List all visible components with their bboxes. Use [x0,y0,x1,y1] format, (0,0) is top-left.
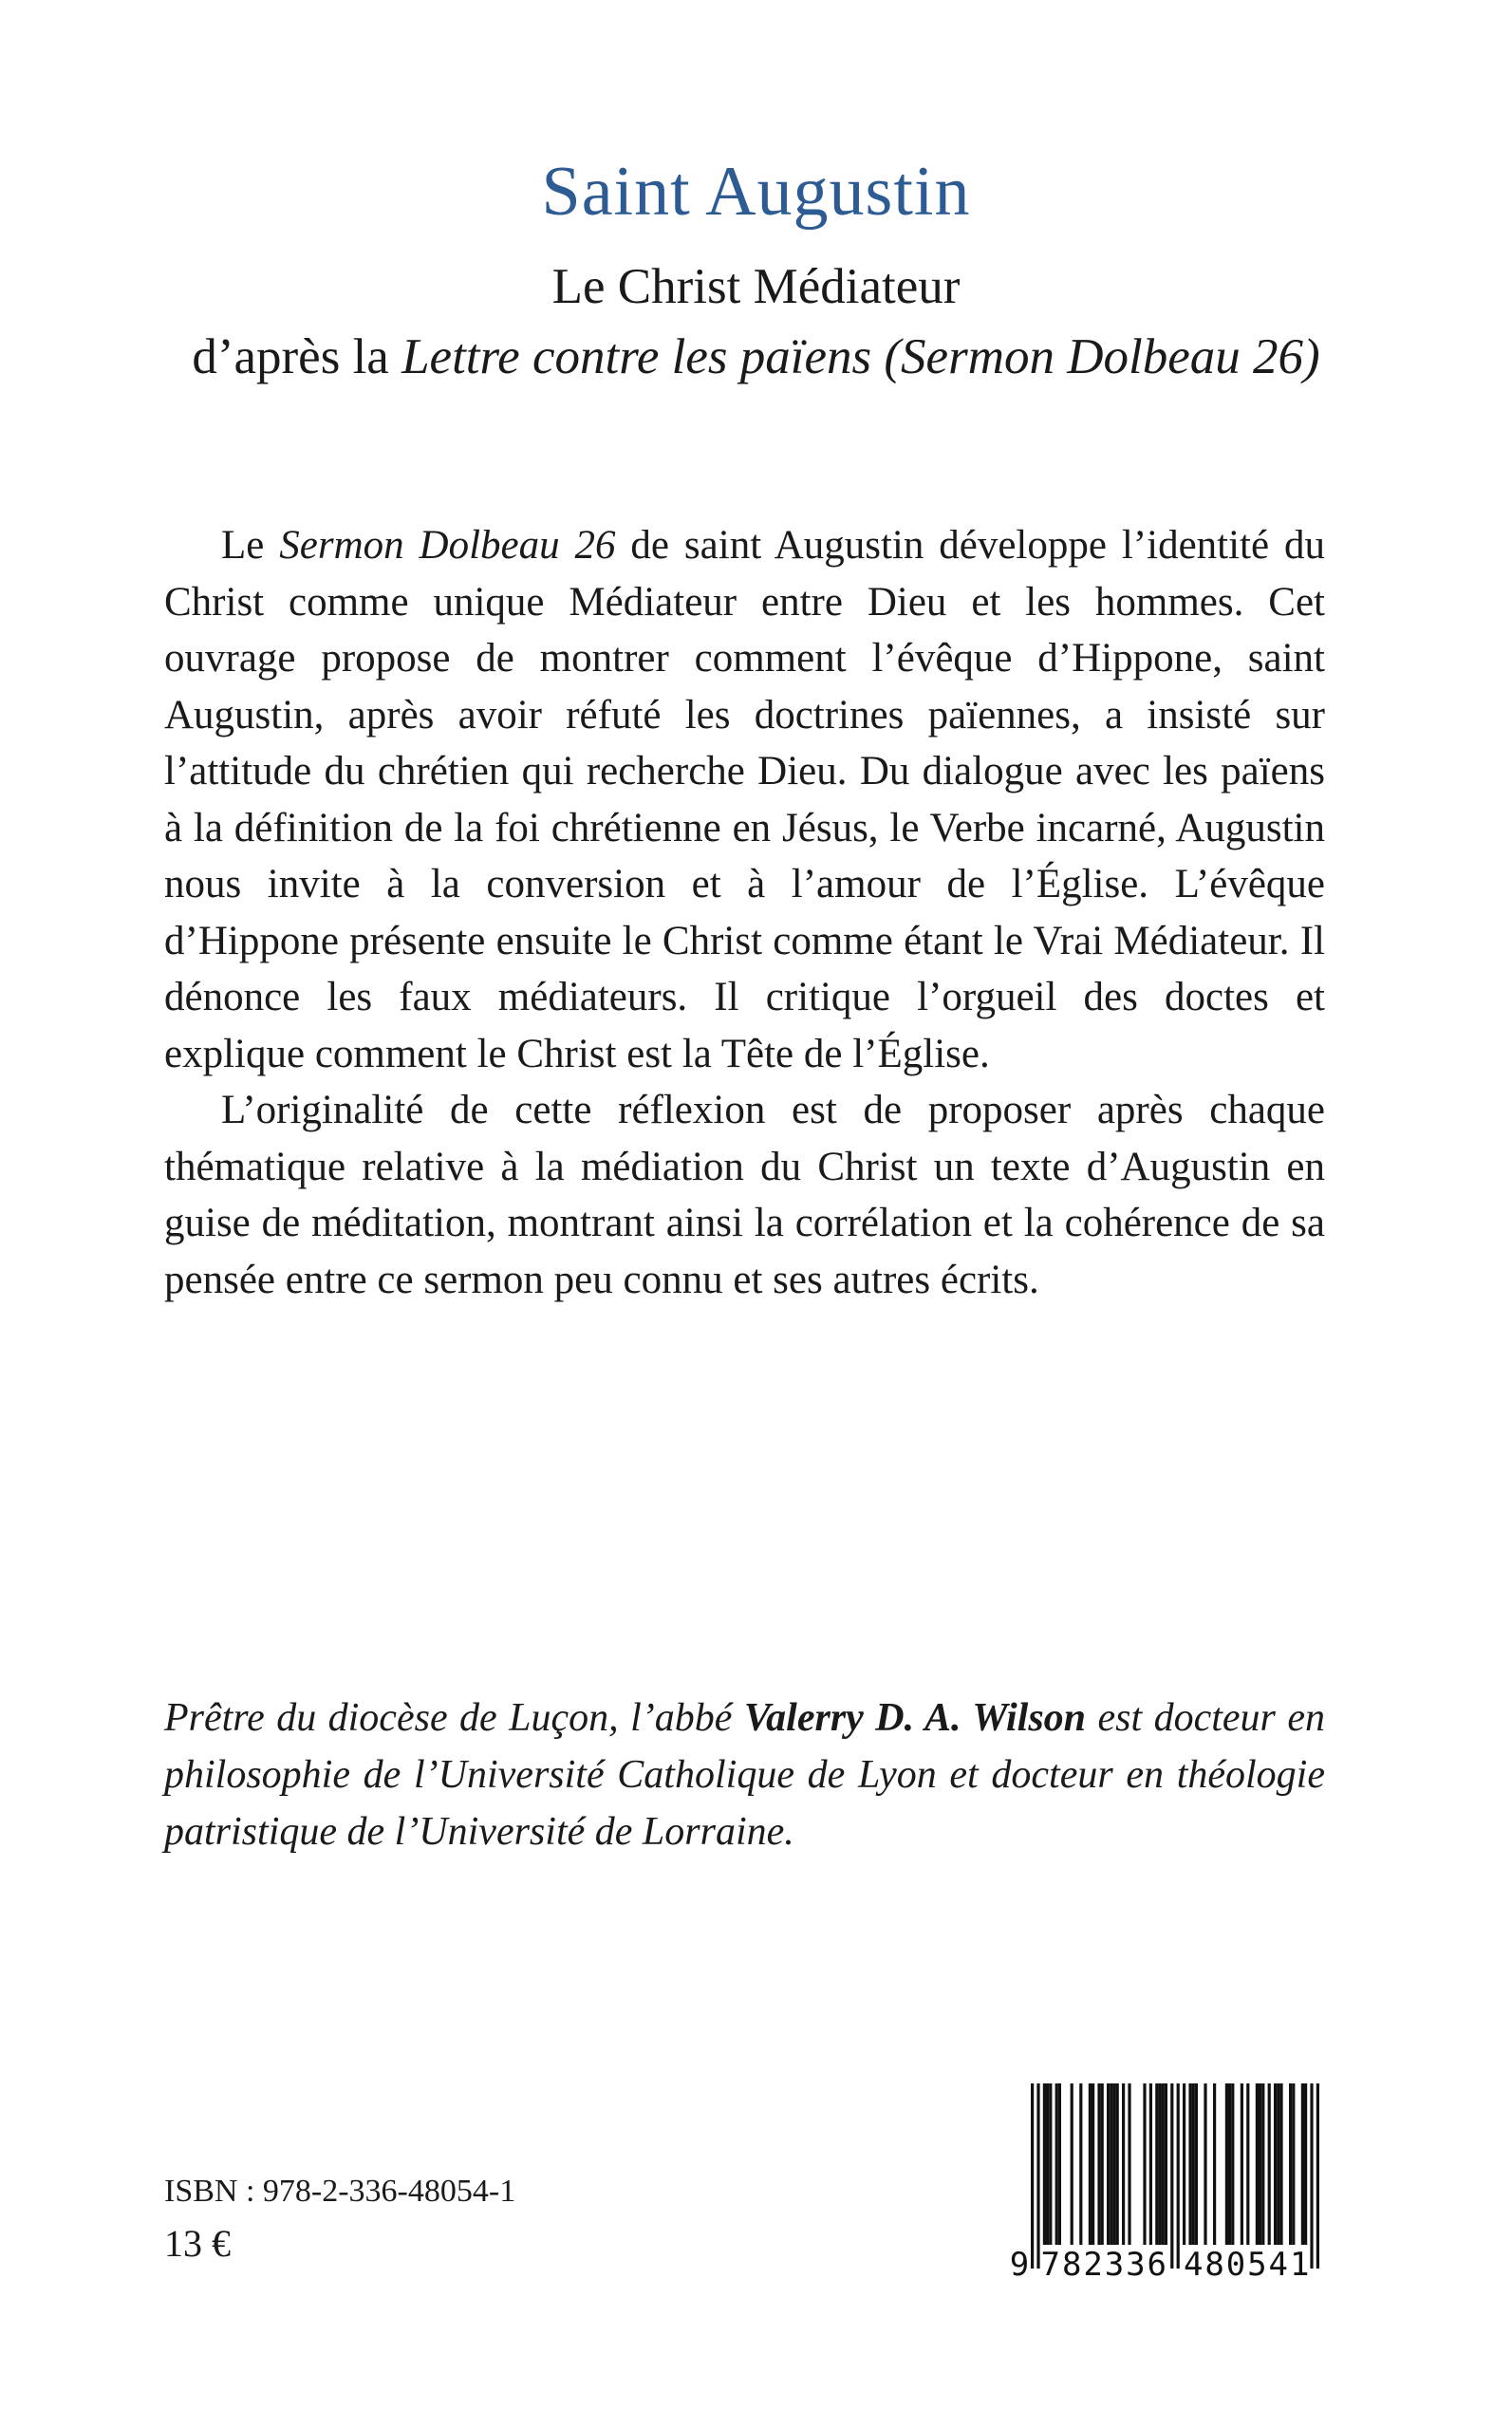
barcode-bar [1304,2083,1307,2245]
barcode-digit: 8 [1204,2246,1224,2284]
barcode [1008,2079,1331,2288]
author-name: Valerry D. A. Wilson [743,1696,1087,1740]
barcode-bar [1128,2083,1130,2245]
barcode-bar [1162,2083,1165,2245]
barcode-digit: 0 [1225,2246,1246,2284]
barcode-bar [1277,2083,1279,2245]
barcode-bar [1256,2083,1259,2245]
barcode-bar [1092,2083,1094,2245]
barcode-bar [1089,2083,1092,2245]
barcode-bar [1055,2083,1058,2245]
barcode-bar [1292,2083,1295,2245]
barcode-bar [1188,2083,1191,2245]
barcode-bar [1058,2083,1061,2245]
barcode-bar [1259,2083,1261,2245]
barcode-digit: 4 [1183,2246,1204,2284]
barcode-bar [1112,2083,1115,2245]
barcode-bar [1107,2083,1110,2245]
barcode-digit: 1 [1289,2246,1310,2284]
p1-prefix: Le [221,523,280,568]
barcode-bar [1289,2083,1292,2245]
barcode-digit: 6 [1147,2246,1167,2284]
p1-italic: Sermon Dolbeau 26 [279,523,616,568]
barcode-digit: 4 [1268,2246,1289,2284]
subtitle-italic: Lettre contre les païens (Sermon Dolbeau 26) [401,329,1320,384]
barcode-bar [1183,2083,1185,2245]
price: 13 € [164,2222,231,2265]
isbn: ISBN : 978-2-336-48054-1 [164,2174,516,2209]
barcode-bar [1177,2083,1180,2269]
barcode-bar [1274,2083,1277,2245]
barcode-digit: 7 [1040,2246,1061,2284]
barcode-bar [1279,2083,1282,2245]
book-subtitle: Le Christ Médiateur [551,259,961,314]
book-title: Saint Augustin [541,153,971,231]
barcode-bar [1143,2083,1146,2245]
barcode-bar [1213,2083,1216,2245]
barcode-bar [1204,2083,1206,2245]
barcode-bar [1192,2083,1195,2245]
author-suffix: est docteur en philosophie de l’Université Catholique de Lyon et docteur en théologie patristique de l’Université de Lorraine. [164,1696,1325,1854]
barcode-bar [1101,2083,1104,2245]
blurb [164,517,1325,1308]
barcode-bar [1049,2083,1052,2245]
barcode-digit: 3 [1104,2246,1125,2284]
barcode-bar [1246,2083,1249,2245]
barcode-bar [1310,2083,1313,2269]
barcode-bar [1170,2083,1173,2269]
barcode-bar [1122,2083,1125,2245]
blurb-paragraph-1 [164,517,1325,1082]
barcode-bar [1268,2083,1271,2245]
barcode-bar [1158,2083,1161,2245]
barcode-bar [1110,2083,1112,2245]
barcode-bar [1149,2083,1152,2245]
barcode-digit: 8 [1061,2246,1082,2284]
barcode-bar [1071,2083,1073,2245]
barcode-bar [1261,2083,1264,2245]
barcode-bar [1155,2083,1158,2245]
blurb-paragraph-2: L’originalité de cette réflexion est de proposer après chaque thématique relative à la médiation du Christ un texte d’Augustin en guise de méditation, montrant ainsi la corrélation et la cohérence de sa pensée entre ce sermon peu connu et ses autres écrits. [164,1088,1325,1302]
barcode-bar [1079,2083,1082,2245]
barcode-digit: 3 [1126,2246,1146,2284]
author-prefix: Prêtre du diocèse de Luçon, l’abbé [164,1696,744,1740]
barcode-bar [1046,2083,1049,2245]
barcode-bar [1195,2083,1198,2245]
barcode-digit: 9 [1009,2246,1030,2284]
barcode-bar [1036,2083,1039,2269]
barcode-bar [1241,2083,1243,2245]
p1-rest: de saint Augustin développe l’identité du Christ comme unique Médiateur entre Dieu et les hommes. Cet ouvrage propose de montrer comment l’évêque d’Hippone, saint Augustin, après avoir réfuté les doctrines païennes, a insisté sur l’attitude du chrétien qui recherche Dieu. Du dialogue avec les païens à la définition de la foi chrétienne en Jésus, le Verbe incarné, Augustin nous invite à la conversion et à l’amour de l’Église. L’évêque d’Hippone présente ensuite le Christ comme étant le Vrai Médiateur. Il dénonce les faux médiateurs. Il critique l’orgueil des doctes et explique comment le Christ est la Tête de l’Église. [164,523,1325,1076]
barcode-bar [1228,2083,1231,2245]
barcode-bar [1031,2083,1034,2269]
book-subtitle-line2 [0,328,1512,385]
barcode-digit: 2 [1083,2246,1103,2284]
author-bio [164,1690,1325,1860]
barcode-bar [1043,2083,1046,2245]
barcode-bar [1316,2083,1319,2269]
barcode-digit: 5 [1247,2246,1267,2284]
subtitle-prefix: d’après la [192,329,402,384]
barcode-bar [1097,2083,1100,2245]
barcode-bar [1231,2083,1234,2245]
barcode-bar [1116,2083,1119,2245]
barcode-bar [1301,2083,1304,2245]
barcode-bar [1225,2083,1228,2245]
barcode-bar [1165,2083,1167,2245]
